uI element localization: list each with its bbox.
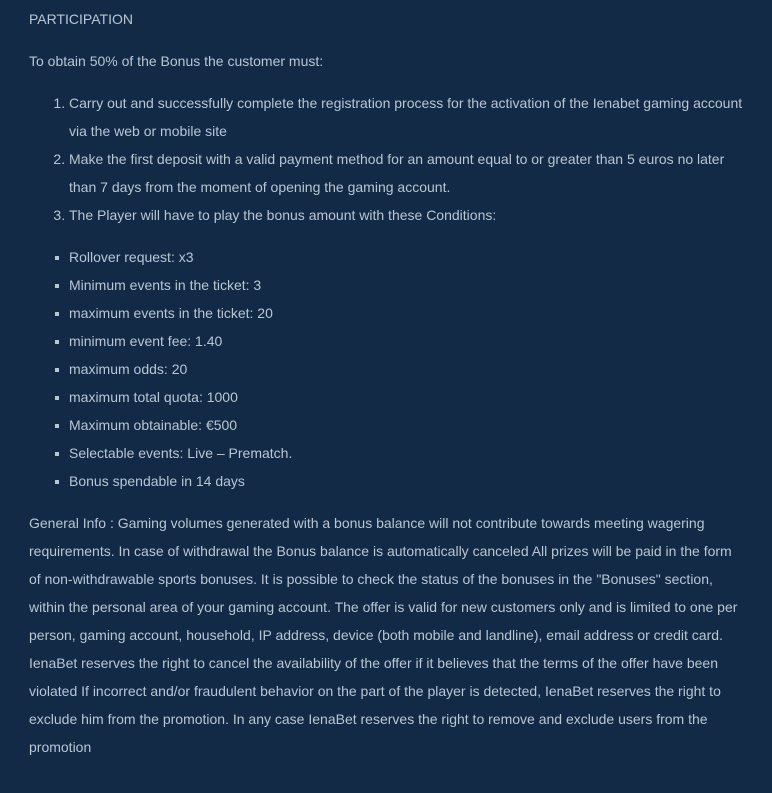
step-item: 2. Make the first deposit with a valid payment method for an amount equal to or greater than 5 euros no later than 7 days from the moment of opening the gaming account.	[69, 145, 743, 201]
section-heading: PARTICIPATION	[29, 11, 133, 27]
intro-text: To obtain 50% of the Bonus the customer must:	[29, 53, 324, 69]
general-info-text: General Info : Gaming volumes generated with a bonus balance will not contribute towards meeting wagering requirements. In case of withdrawal the Bonus balance is automatically canceled All prizes will be paid in the form of non-withdrawable sports bonuses. It is possible to check the status of the bonuses in the "Bonuses" section, within the personal area of your gaming account. The offer is valid for new customers only and is limited to one per person, gaming account, household, IP address, device (both mobile and landline), email address or credit card. IenaBet reserves the right to cancel the availability of the offer if it believes that the terms of the offer have been violated If incorrect and/or fraudulent behavior on the part of the player is detected, IenaBet reserves the right to exclude him from the promotion. In any case IenaBet reserves the right to remove and exclude users from the promotion	[29, 515, 738, 755]
condition-item: Rollover request: x3	[69, 243, 743, 271]
condition-item: maximum total quota: 1000	[69, 383, 743, 411]
steps-list	[29, 89, 743, 229]
condition-item: maximum odds: 20	[69, 355, 743, 383]
step-item: 3. The Player will have to play the bonus amount with these Conditions:	[69, 201, 743, 229]
condition-item: minimum event fee: 1.40	[69, 327, 743, 355]
condition-item: Bonus spendable in 14 days	[69, 467, 743, 495]
conditions-list	[29, 243, 743, 495]
condition-item: Minimum events in the ticket: 3	[69, 271, 743, 299]
step-item: 1. Carry out and successfully complete the registration process for the activation of the Ienabet gaming account via the web or mobile site	[69, 89, 743, 145]
condition-item: maximum events in the ticket: 20	[69, 299, 743, 327]
condition-item: Selectable events: Live – Prematch.	[69, 439, 743, 467]
condition-item: Maximum obtainable: €500	[69, 411, 743, 439]
